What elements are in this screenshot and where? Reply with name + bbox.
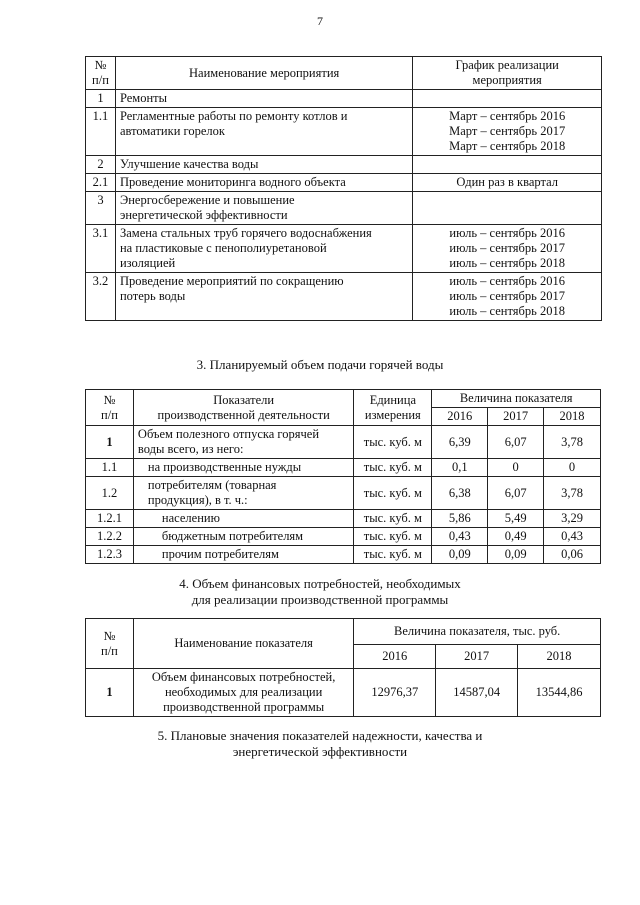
row-schedule: [413, 90, 602, 108]
row-unit: тыс. куб. м: [354, 528, 432, 546]
header-year: 2017: [488, 408, 544, 426]
row-name: на производственные нужды: [133, 459, 353, 477]
row-unit: тыс. куб. м: [354, 477, 432, 510]
row-num: 2.1: [86, 174, 116, 192]
row-value-2018: 0,43: [544, 528, 601, 546]
measures-header-row: [86, 57, 602, 90]
header-year: 2016: [354, 645, 436, 669]
row-value-2018: 3,29: [544, 510, 601, 528]
row-schedule: Март – сентябрь 2016 Март – сентябрь 2017 Март – сентябрь 2018: [413, 108, 602, 156]
table-row: [86, 528, 601, 546]
table-row: [86, 546, 601, 564]
row-schedule: Один раз в квартал: [413, 174, 602, 192]
row-name: Замена стальных труб горячего водоснабжения на пластиковые с пенополиуретановой изоляцией: [115, 225, 412, 273]
row-name: Объем полезного отпуска горячей воды всего, из него:: [133, 426, 353, 459]
table-row: [86, 273, 602, 321]
row-value-2016: 0,09: [432, 546, 488, 564]
financial-needs-table: [85, 618, 601, 717]
header-indicator-name: Наименование показателя: [133, 619, 353, 669]
table-row: [86, 510, 601, 528]
header-value: Величина показателя, тыс. руб.: [354, 619, 601, 645]
row-value-2017: 0,09: [488, 546, 544, 564]
row-unit: тыс. куб. м: [354, 426, 432, 459]
header-num: № п/п: [86, 619, 134, 669]
row-unit: тыс. куб. м: [354, 459, 432, 477]
table-row: [86, 477, 601, 510]
row-name: Объем финансовых потребностей, необходимых для реализации производственной программы: [133, 669, 353, 717]
hot-water-volume-table: [85, 389, 601, 564]
row-num: 1: [86, 426, 134, 459]
row-value-2017: 0,49: [488, 528, 544, 546]
table-row: [86, 90, 602, 108]
row-value-2018: 0,06: [544, 546, 601, 564]
row-num: 1: [86, 669, 134, 717]
row-value-2018: 13544,86: [518, 669, 601, 717]
header-num: № п/п: [86, 57, 116, 90]
row-name: бюджетным потребителям: [133, 528, 353, 546]
table-row: [86, 108, 602, 156]
row-num: 1.2.2: [86, 528, 134, 546]
section-4-title: 4. Объем финансовых потребностей, необходимых для реализации производственной программы: [179, 576, 461, 607]
header-unit: Единица измерения: [354, 390, 432, 426]
table-row: [86, 156, 602, 174]
row-value-2017: 14587,04: [436, 669, 518, 717]
header-year: 2017: [436, 645, 518, 669]
row-name: Проведение мероприятий по сокращению потерь воды: [115, 273, 412, 321]
row-name: Улучшение качества воды: [115, 156, 412, 174]
row-value-2016: 6,38: [432, 477, 488, 510]
row-num: 1.2.3: [86, 546, 134, 564]
table-row: [86, 174, 602, 192]
table-row: [86, 225, 602, 273]
row-name: потребителям (товарная продукция), в т. ч.:: [133, 477, 353, 510]
row-unit: тыс. куб. м: [354, 510, 432, 528]
row-name: прочим потребителям: [133, 546, 353, 564]
header-year: 2018: [544, 408, 601, 426]
row-schedule: июль – сентябрь 2016 июль – сентябрь 2017 июль – сентябрь 2018: [413, 273, 602, 321]
table-row: [86, 459, 601, 477]
header-schedule: График реализации мероприятия: [413, 57, 602, 90]
row-value-2016: 12976,37: [354, 669, 436, 717]
page-number: 7: [317, 14, 323, 28]
section-5-title: 5. Плановые значения показателей надежности, качества и энергетической эффективности: [157, 728, 483, 759]
row-num: 1.1: [86, 108, 116, 156]
volume-header-row: [86, 390, 601, 408]
section-3-title: 3. Планируемый объем подачи горячей воды: [196, 357, 444, 372]
row-value-2016: 0,43: [432, 528, 488, 546]
row-num: 1: [86, 90, 116, 108]
row-name: Регламентные работы по ремонту котлов и автоматики горелок: [115, 108, 412, 156]
row-value-2016: 6,39: [432, 426, 488, 459]
row-value-2018: 3,78: [544, 426, 601, 459]
row-value-2018: 3,78: [544, 477, 601, 510]
header-value: Величина показателя: [432, 390, 601, 408]
row-value-2017: 5,49: [488, 510, 544, 528]
row-value-2017: 6,07: [488, 426, 544, 459]
row-num: 3: [86, 192, 116, 225]
row-value-2017: 6,07: [488, 477, 544, 510]
row-name: населению: [133, 510, 353, 528]
row-num: 1.2.1: [86, 510, 134, 528]
row-num: 3.1: [86, 225, 116, 273]
row-value-2016: 5,86: [432, 510, 488, 528]
row-name: Энергосбережение и повышение энергетической эффективности: [115, 192, 412, 225]
table-row: [86, 192, 602, 225]
row-num: 3.2: [86, 273, 116, 321]
row-num: 1.1: [86, 459, 134, 477]
row-name: Ремонты: [115, 90, 412, 108]
row-num: 2: [86, 156, 116, 174]
row-value-2017: 0: [488, 459, 544, 477]
row-value-2018: 0: [544, 459, 601, 477]
header-year: 2016: [432, 408, 488, 426]
table-row: [86, 426, 601, 459]
header-measure-name: Наименование мероприятия: [115, 57, 412, 90]
header-num: № п/п: [86, 390, 134, 426]
finance-header-row: [86, 619, 601, 645]
row-num: 1.2: [86, 477, 134, 510]
table-row: [86, 669, 601, 717]
row-schedule: [413, 156, 602, 174]
header-indicator: Показатели производственной деятельности: [133, 390, 353, 426]
row-schedule: [413, 192, 602, 225]
header-year: 2018: [518, 645, 601, 669]
row-unit: тыс. куб. м: [354, 546, 432, 564]
measures-table: [85, 56, 602, 321]
row-value-2016: 0,1: [432, 459, 488, 477]
row-schedule: июль – сентябрь 2016 июль – сентябрь 2017 июль – сентябрь 2018: [413, 225, 602, 273]
row-name: Проведение мониторинга водного объекта: [115, 174, 412, 192]
